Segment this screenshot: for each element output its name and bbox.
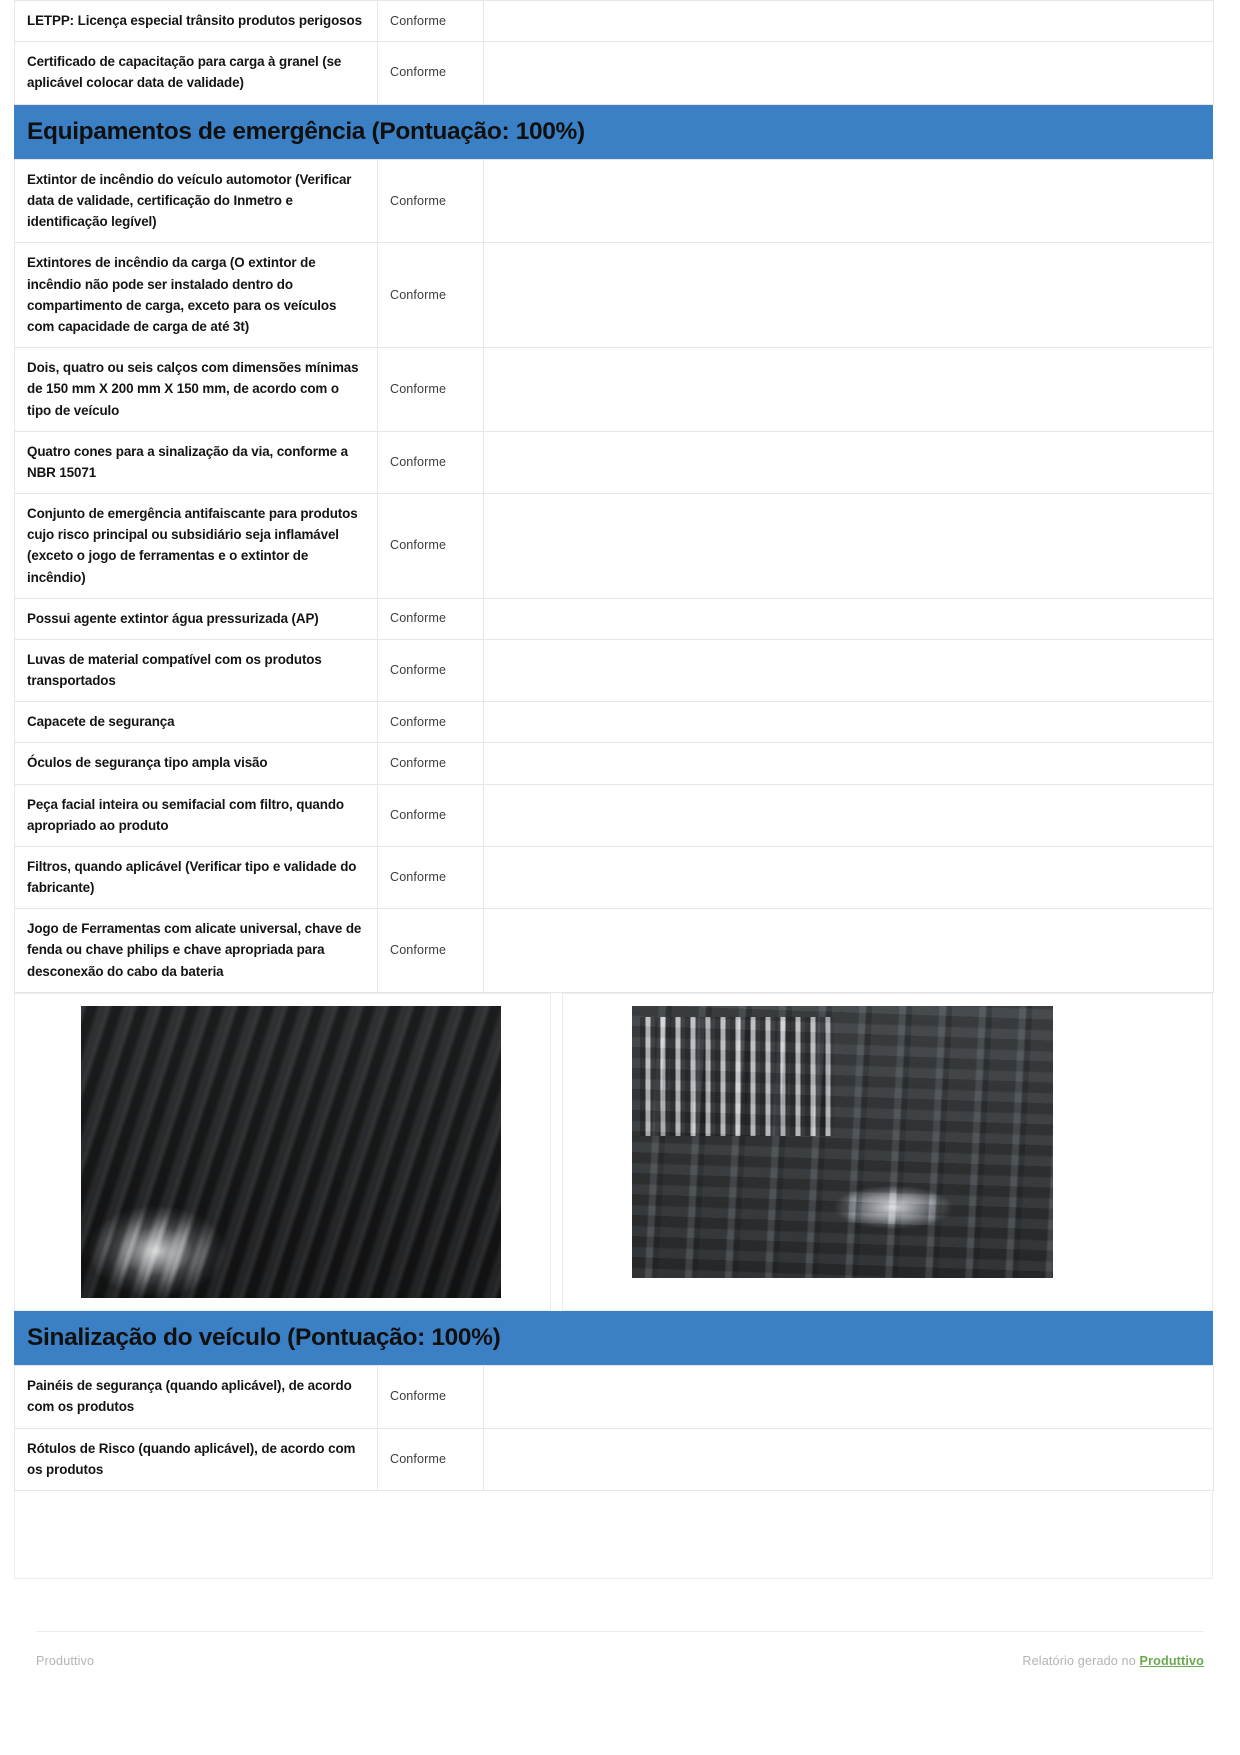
- checklist-item-status: Conforme: [378, 348, 484, 432]
- checklist-item-note: [484, 42, 1214, 104]
- checklist-item-note: [484, 743, 1214, 784]
- checklist-item-note: [484, 1428, 1214, 1490]
- checklist-item-label: Extintores de incêndio da carga (O extintor de incêndio não pode ser instalado dentro do compartimento de carga, exceto para os veículos com capacidade de carga de até 3t): [15, 243, 378, 348]
- photo-tool-set-closeup-image: [81, 1006, 501, 1298]
- checklist-item-status: Conforme: [378, 598, 484, 639]
- footer-generated-prefix: Relatório gerado no: [1022, 1653, 1136, 1668]
- checklist-item-note: [484, 598, 1214, 639]
- checklist-item-note: [484, 702, 1214, 743]
- checklist-item-label: Extintor de incêndio do veículo automotor (Verificar data de validade, certificação do Inmetro e identificação legível): [15, 159, 378, 243]
- checklist-item-status: Conforme: [378, 42, 484, 104]
- section-header-equipamentos-de-emergencia: [14, 105, 1213, 159]
- page-footer: [36, 1654, 1204, 1668]
- table-row: [15, 348, 1214, 432]
- photo-cell-right: [562, 993, 1213, 1311]
- checklist-item-status: Conforme: [378, 1428, 484, 1490]
- checklist-item-note: [484, 909, 1214, 993]
- footer-brand: Produttivo: [36, 1653, 95, 1668]
- checklist-item-status: Conforme: [378, 743, 484, 784]
- table-row: [15, 494, 1214, 599]
- checklist-item-note: [484, 431, 1214, 493]
- checklist-item-status: Conforme: [378, 784, 484, 846]
- table-row: [15, 42, 1214, 104]
- checklist-item-label: Peça facial inteira ou semifacial com filtro, quando apropriado ao produto: [15, 784, 378, 846]
- table-row: [15, 431, 1214, 493]
- checklist-item-note: [484, 846, 1214, 908]
- checklist-item-note: [484, 784, 1214, 846]
- checklist-item-status: Conforme: [378, 1366, 484, 1428]
- table-row: [15, 909, 1214, 993]
- checklist-item-status: Conforme: [378, 159, 484, 243]
- section-header-sinalizacao-do-veiculo: [14, 1311, 1213, 1365]
- table-row: [15, 598, 1214, 639]
- table-row: [15, 784, 1214, 846]
- checklist-item-note: [484, 639, 1214, 701]
- checklist-item-status: Conforme: [378, 431, 484, 493]
- footer-generated-note: [1022, 1654, 1204, 1668]
- checklist-item-label: Rótulos de Risco (quando aplicável), de acordo com os produtos: [15, 1428, 378, 1490]
- checklist-table-sinalizacao-do-veiculo: [14, 1365, 1214, 1491]
- checklist-item-note: [484, 494, 1214, 599]
- section-title: Equipamentos de emergência (Pontuação: 100%): [27, 117, 585, 145]
- checklist-item-status: Conforme: [378, 702, 484, 743]
- checklist-item-label: Quatro cones para a sinalização da via, conforme a NBR 15071: [15, 431, 378, 493]
- table-row: [15, 159, 1214, 243]
- checklist-item-label: Possui agente extintor água pressurizada (AP): [15, 598, 378, 639]
- table-row: [15, 1428, 1214, 1490]
- checklist-item-label: Óculos de segurança tipo ampla visão: [15, 743, 378, 784]
- checklist-item-note: [484, 1366, 1214, 1428]
- table-row: [15, 1366, 1214, 1428]
- photo-tool-set-closeup[interactable]: [81, 1006, 501, 1298]
- report-content: [14, 0, 1213, 1579]
- checklist-table-carryover: [14, 0, 1214, 105]
- checklist-item-label: Luvas de material compatível com os produtos transportados: [15, 639, 378, 701]
- checklist-item-label: Jogo de Ferramentas com alicate universal, chave de fenda ou chave philips e chave apropriada para desconexão do cabo da bateria: [15, 909, 378, 993]
- checklist-item-label: Painéis de segurança (quando aplicável), de acordo com os produtos: [15, 1366, 378, 1428]
- table-row: [15, 243, 1214, 348]
- checklist-item-status: Conforme: [378, 639, 484, 701]
- table-row: [15, 639, 1214, 701]
- checklist-item-label: Certificado de capacitação para carga à granel (se aplicável colocar data de validade): [15, 42, 378, 104]
- checklist-item-status: Conforme: [378, 494, 484, 599]
- photo-tools-on-workbench[interactable]: [632, 1006, 1053, 1278]
- checklist-item-status: Conforme: [378, 846, 484, 908]
- table-row: [15, 743, 1214, 784]
- checklist-item-label: Capacete de segurança: [15, 702, 378, 743]
- checklist-item-status: Conforme: [378, 1, 484, 42]
- checklist-item-label: Dois, quatro ou seis calços com dimensões mínimas de 150 mm X 200 mm X 150 mm, de acordo com o tipo de veículo: [15, 348, 378, 432]
- checklist-item-label: LETPP: Licença especial trânsito produtos perigosos: [15, 1, 378, 42]
- photo-tools-on-workbench-image: [632, 1006, 1053, 1278]
- table-row: [15, 1, 1214, 42]
- content-tail-spacer: [14, 1491, 1213, 1579]
- checklist-table-equipamentos-de-emergencia: [14, 159, 1214, 993]
- photo-evidence-row: [14, 993, 1213, 1311]
- checklist-item-label: Conjunto de emergência antifaiscante para produtos cujo risco principal ou subsidiário seja inflamável (exceto o jogo de ferramentas e o extintor de incêndio): [15, 494, 378, 599]
- checklist-item-status: Conforme: [378, 909, 484, 993]
- table-row: [15, 846, 1214, 908]
- checklist-item-note: [484, 1, 1214, 42]
- table-row: [15, 702, 1214, 743]
- checklist-item-label: Filtros, quando aplicável (Verificar tipo e validade do fabricante): [15, 846, 378, 908]
- checklist-item-status: Conforme: [378, 243, 484, 348]
- footer-produttivo-link[interactable]: Produttivo: [1139, 1653, 1204, 1668]
- checklist-item-note: [484, 159, 1214, 243]
- checklist-item-note: [484, 243, 1214, 348]
- photo-cell-left: [14, 993, 551, 1311]
- checklist-item-note: [484, 348, 1214, 432]
- section-title: Sinalização do veículo (Pontuação: 100%): [27, 1323, 501, 1351]
- footer-divider: [36, 1631, 1204, 1632]
